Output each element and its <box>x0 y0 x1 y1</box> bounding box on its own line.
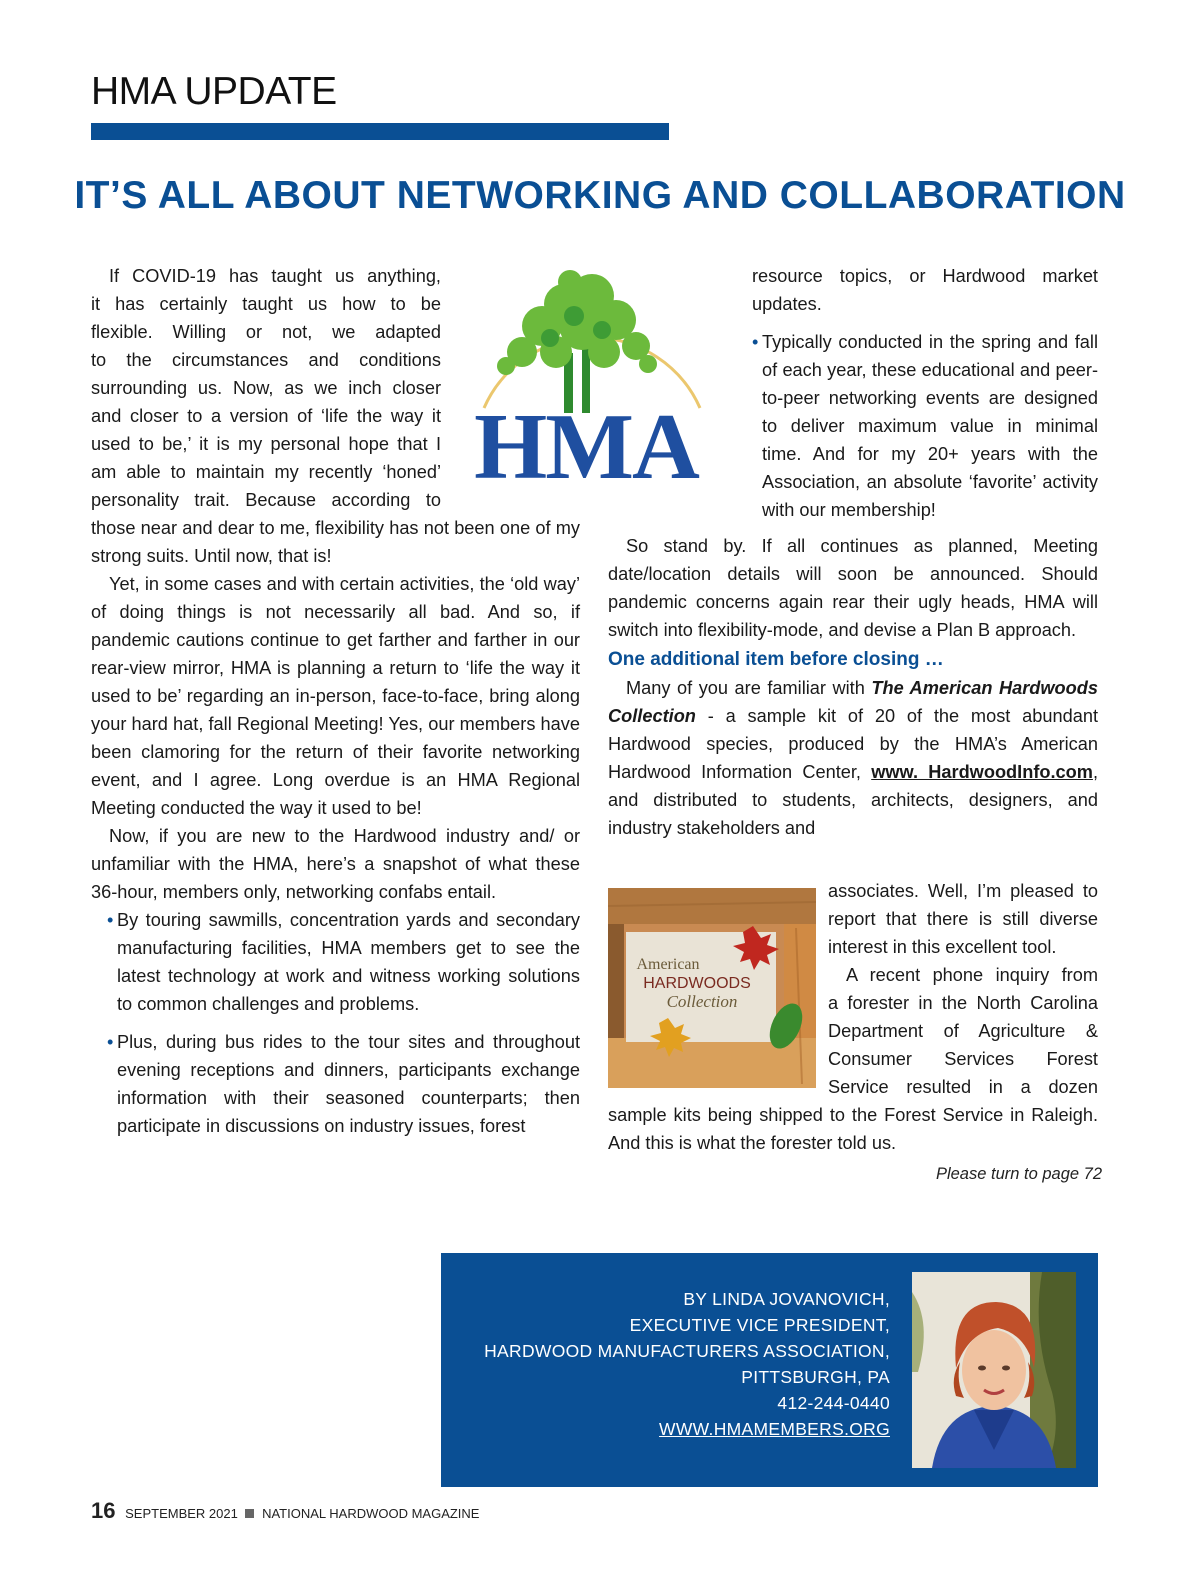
bullet-timing <box>752 328 1098 524</box>
bullet-touring <box>91 906 580 1018</box>
wood-samples-icon <box>608 888 816 1088</box>
para-forester-tail: sample kits being shipped to the Forest Service in Raleigh. And this is what the forester told us. <box>608 1105 1098 1153</box>
footer-square-icon <box>245 1509 254 1518</box>
subheading-additional-item: One additional item before closing … <box>608 649 944 670</box>
wrap-line: Department of Agriculture & <box>828 1021 1098 1041</box>
svg-text:HARDWOODS: HARDWOODS <box>643 975 751 992</box>
collection-text-b: - a sample kit of 20 of the most abundant Hardwood species, produced by the HMA’s American Hardwood Information Center, <box>608 706 1098 782</box>
bullet-dot-icon: • <box>107 910 114 930</box>
svg-text:Collection: Collection <box>666 992 738 1011</box>
section-title: HMA UPDATE <box>91 70 337 113</box>
wrap-line: Service resulted in a dozen <box>828 1077 1098 1097</box>
bullet-dot-icon: • <box>107 1032 114 1052</box>
hardwoods-collection-image <box>608 888 816 1088</box>
footer-magazine: NATIONAL HARDWOOD MAGAZINE <box>262 1506 480 1521</box>
svg-text:American: American <box>636 956 700 973</box>
bullet-dot-icon: • <box>752 332 759 352</box>
svg-text:HMA: HMA <box>474 395 698 496</box>
para-intro-line: and closer to a version of ‘life the way it <box>91 406 441 426</box>
para-stand-by: So stand by. If all continues as planned, Meeting date/location details will soon be announced. Should pandemic concerns again rear their ugly heads, HMA will switch into flexibility-mode, and devise a Plan B approach. <box>608 536 1098 640</box>
wrap-line: a forester in the North Carolina <box>828 993 1098 1013</box>
para-intro-line: used to be,’ it is my personal hope that I <box>91 434 441 454</box>
bullet-text: Plus, during bus rides to the tour sites and throughout evening receptions and dinners, participants exchange information with their seasoned counterparts; then participate in discussions on industry issues, forest <box>117 1032 580 1136</box>
para-continued: resource topics, or Hardwood market updates. <box>752 266 1098 314</box>
byline-line: EXECUTIVE VICE PRESIDENT, <box>629 1315 890 1335</box>
wrap-line: Consumer Services Forest <box>828 1049 1098 1069</box>
bullet-text: By touring sawmills, concentration yards and secondary manufacturing facilities, HMA members get to see the latest technology at work and witness working solutions to common challenges and problems. <box>117 910 580 1014</box>
para-collection <box>608 674 1098 842</box>
collection-tail-text <box>608 1101 1098 1157</box>
author-byline <box>484 1286 890 1442</box>
wrap-line: associates. Well, I’m pleased to <box>828 881 1098 901</box>
collection-wrap-text <box>828 877 1098 1101</box>
collection-text-a: Many of you are familiar with <box>626 678 872 698</box>
para-intro-line: If COVID-19 has taught us anything, <box>109 266 441 286</box>
bullet-text: Typically conducted in the spring and fall of each year, these educational and peer-to-peer networking events are designed to deliver maximum value in minimal time. And for my 20+ years with the Association, an absolute ‘favorite’ activity with our membership! <box>762 332 1098 520</box>
collection-text-c: , and distributed to students, architects, designers, and industry stakeholders and <box>608 762 1098 838</box>
byline-line: PITTSBURGH, PA <box>741 1367 890 1387</box>
continued-note: Please turn to page 72 <box>935 1165 1102 1183</box>
collection-title: The American Hardwoods Collection <box>608 678 1099 726</box>
section-title-bar <box>91 123 669 140</box>
para-intro-line: surrounding us. Now, as we inch closer <box>91 378 441 398</box>
hardwoodinfo-link[interactable]: www. HardwoodInfo.com <box>871 762 1093 782</box>
para-intro-tail: those near and dear to me, flexibility has not been one of my strong suits. Until now, that is! <box>91 518 580 566</box>
byline-website-link[interactable]: WWW.HMAMEMBERS.ORG <box>659 1419 890 1439</box>
para-intro-line: flexible. Willing or not, we adapted <box>91 322 441 342</box>
byline-line: 412-244-0440 <box>777 1393 890 1413</box>
page-number: 16 <box>91 1498 116 1523</box>
article-headline: IT’S ALL ABOUT NETWORKING AND COLLABORATION <box>74 174 1126 217</box>
para-intro-line: personality trait. Because according to <box>91 490 441 510</box>
author-portrait-icon <box>912 1272 1076 1468</box>
footer-date: SEPTEMBER 2021 <box>125 1506 238 1521</box>
para-snapshot: Now, if you are new to the Hardwood industry and/ or unfamiliar with the HMA, here’s a snapshot of what these 36-hour, members only, networking confabs entail. <box>91 826 580 902</box>
right-column <box>608 532 1098 842</box>
para-intro-line: to the circumstances and conditions <box>91 350 441 370</box>
bullet-bus-rides <box>91 1028 580 1140</box>
wrap-line: report that there is still diverse <box>828 909 1098 929</box>
wrap-line: interest in this excellent tool. <box>828 937 1057 957</box>
para-old-way: Yet, in some cases and with certain activities, the ‘old way’ of doing things is not necessarily all bad. And so, if pandemic cautions continue to get farther and farther in our rear-view mirror, HMA is planning a return to ‘life the way it used to be’ regarding an in-person, face-to-face, bring along your hard hat, fall Regional Meeting! Yes, our members have been clamoring for the return of their favorite networking event, and I agree. Long overdue is an HMA Regional Meeting conducted the way it used to be! <box>91 574 580 818</box>
byline-line: BY LINDA JOVANOVICH, <box>683 1289 890 1309</box>
byline-line: HARDWOOD MANUFACTURERS ASSOCIATION, <box>484 1341 890 1361</box>
para-intro-line: am able to maintain my recently ‘honed’ <box>91 462 441 482</box>
wrap-line: A recent phone inquiry from <box>846 965 1098 985</box>
left-column <box>91 262 580 1140</box>
page-footer <box>91 1498 479 1524</box>
author-photo <box>912 1272 1076 1468</box>
right-column-top <box>752 262 1098 524</box>
para-intro-line: it has certainly taught us how to be <box>91 294 441 314</box>
